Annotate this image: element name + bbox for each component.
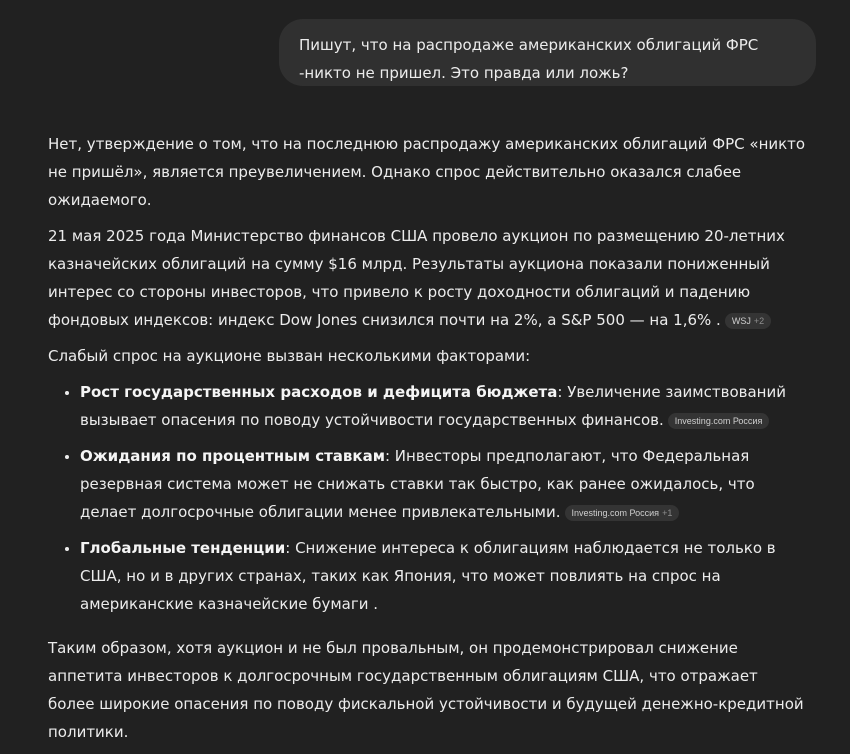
factor-text: : Увеличение заимствований вызывает опасения по поводу устойчивости государственных финансов. [80,383,786,429]
user-message-text: Пишут, что на распродаже американских облигаций ФРС -никто не пришел. Это правда или ложь? [299,36,759,82]
answer-intro: Нет, утверждение о том, что на последнюю распродажу американских облигаций ФРС «никто не пришёл», является преувеличением. Однако спрос действительно оказался слабее ожидаемого. [48,135,806,209]
assistant-answer [48,130,808,754]
factor-item [80,534,808,618]
answer-conclusion: Таким образом, хотя аукцион и не был провальным, он продемонстрировал снижение аппетита инвесторов к долгосрочным государственным облигациям США, что отражает более широкие опасения по поводу фискальной устойчивости и будущей денежно-кредитной политики. [48,639,804,741]
source-chip-label: WSJ [731,316,751,326]
source-chip-investing[interactable] [565,505,680,521]
factor-item [80,378,808,434]
source-chip-label: Investing.com Россия [674,416,763,426]
factor-text: : Инвесторы предполагают, что Федеральная резервная система может не снижать ставки так быстро, как ранее ожидалось, что делает долгосрочные облигации менее привлекательными. [80,447,755,521]
answer-paragraph-auction [48,222,808,334]
source-chip-label: Investing.com Россия [571,508,660,518]
source-chip-more: +2 [753,316,765,326]
factor-text: : Снижение интереса к облигациям наблюдается не только в США, но и в других странах, таких как Япония, что может повлиять на спрос на американские казначейские бумаги . [80,539,776,613]
auction-text: 21 мая 2025 года Министерство финансов США провело аукцион по размещению 20-летних казначейских облигаций на сумму $16 млрд. Результаты аукциона показали пониженный интерес со стороны инвесторов, что привело к росту доходности облигаций и падению фондовых индексов: индекс Dow Jones снизился почти на 2%, а S&P 500 — на 1,6% . [48,227,785,329]
factor-title: Ожидания по процентным ставкам [80,447,385,465]
factor-title: Глобальные тенденции [80,539,286,557]
user-message-bubble [279,19,816,86]
answer-factors-lead: Слабый спрос на аукционе вызван несколькими факторами: [48,347,531,365]
factors-list [48,378,808,618]
factor-title: Рост государственных расходов и дефицита бюджета [80,383,558,401]
source-chip-wsj[interactable] [725,313,771,329]
factor-item [80,442,808,526]
source-chip-more: +1 [662,508,673,518]
source-chip-investing[interactable] [668,413,770,429]
